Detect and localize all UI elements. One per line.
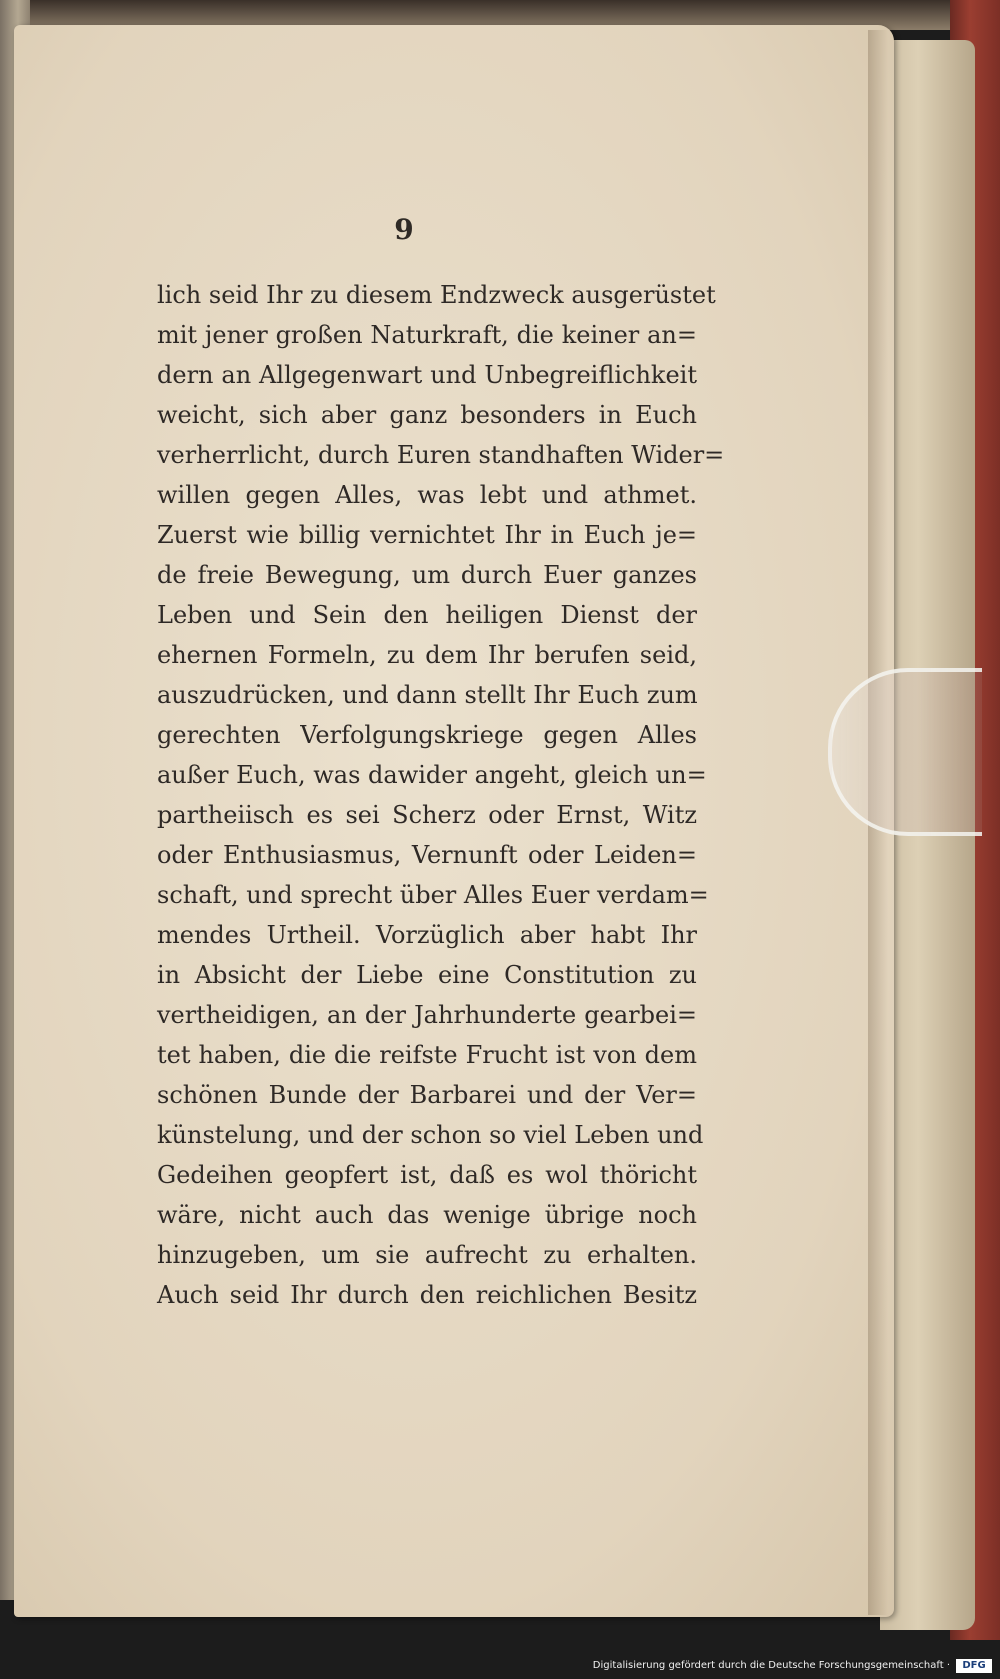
text-line: in Absicht der Liebe eine Constitution zu: [157, 961, 697, 989]
text-line: ehernen Formeln, zu dem Ihr berufen seid,: [157, 641, 697, 669]
text-line: Leben und Sein den heiligen Dienst der: [157, 601, 697, 629]
text-line: Auch seid Ihr durch den reichlichen Besitz: [157, 1281, 697, 1309]
text-line: de freie Bewegung, um durch Euer ganzes: [157, 561, 697, 589]
text-line: Gedeihen geopfert ist, daß es wol thöricht: [157, 1161, 697, 1189]
digitization-credit: Digitalisierung gefördert durch die Deutsche Forschungsgemeinschaft ·: [592, 1660, 950, 1671]
text-line: mit jener großen Naturkraft, die keiner an=: [157, 321, 697, 349]
page-text: [157, 275, 725, 1315]
text-line: tet haben, die die reifste Frucht ist von dem: [157, 1041, 697, 1069]
text-line: vertheidigen, an der Jahrhunderte gearbei=: [157, 1001, 697, 1029]
text-line: weicht, sich aber ganz besonders in Euch: [157, 401, 697, 429]
book-page: [14, 25, 894, 1617]
text-line: auszudrücken, und dann stellt Ihr Euch zum: [157, 681, 698, 709]
text-line: mendes Urtheil. Vorzüglich aber habt Ihr: [157, 921, 697, 949]
text-line: willen gegen Alles, was lebt und athmet.: [157, 481, 697, 509]
dfg-logo: DFG: [956, 1659, 992, 1673]
text-line: gerechten Verfolgungskriege gegen Alles: [157, 721, 697, 749]
page-number: 9: [394, 213, 414, 246]
text-line: schaft, und sprecht über Alles Euer verdam=: [157, 881, 709, 909]
text-line: Zuerst wie billig vernichtet Ihr in Euch je=: [157, 521, 697, 549]
text-line: verherrlicht, durch Euren standhaften Wider=: [157, 441, 725, 469]
text-line: wäre, nicht auch das wenige übrige noch: [157, 1201, 697, 1229]
text-line: partheiisch es sei Scherz oder Ernst, Witz: [157, 801, 697, 829]
text-line: lich seid Ihr zu diesem Endzweck ausgerüstet: [157, 281, 716, 309]
text-line: künstelung, und der schon so viel Leben und: [157, 1121, 704, 1149]
glass-page-weight: [828, 668, 982, 836]
text-line: dern an Allgegenwart und Unbegreiflichkeit: [157, 361, 697, 389]
text-line: schönen Bunde der Barbarei und der Ver=: [157, 1081, 697, 1109]
text-line: hinzugeben, um sie aufrecht zu erhalten.: [157, 1241, 697, 1269]
text-line: oder Enthusiasmus, Vernunft oder Leiden=: [157, 841, 697, 869]
text-line: außer Euch, was dawider angeht, gleich un=: [157, 761, 707, 789]
